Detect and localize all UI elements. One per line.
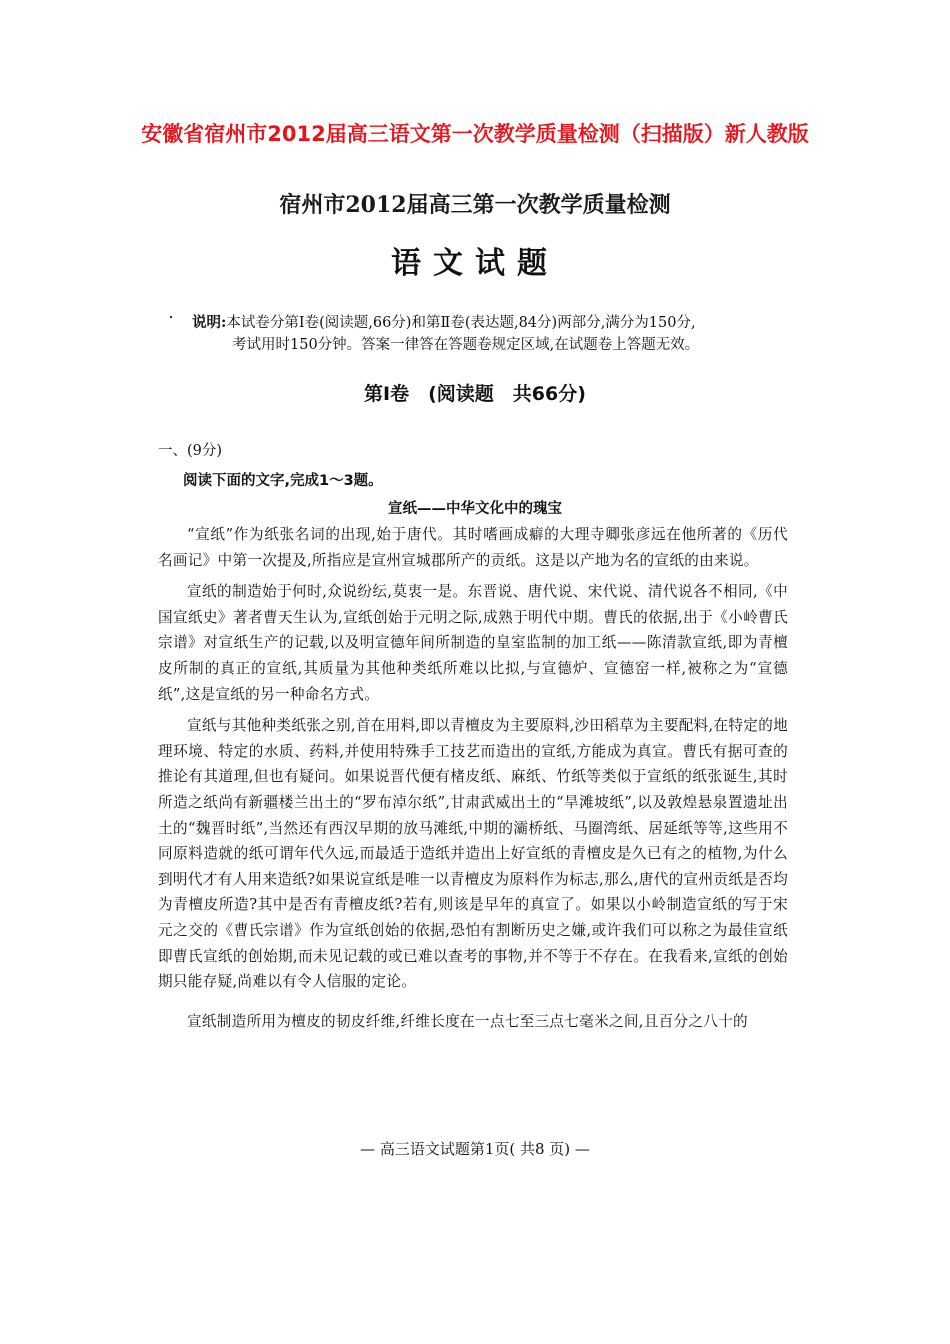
article-body	[158, 522, 788, 1040]
article-paragraph-1: “宣纸”作为纸张名词的出现,始于唐代。其时嗜画成癖的大理寺卿张彦远在他所著的《历代名画记》中第一次提及,所指应是宣州宣城郡所产的贡纸。这是以产地为名的宣纸的由来说。	[158, 526, 788, 569]
exam-notice	[192, 312, 792, 356]
notice-line-1: 本试卷分第Ⅰ卷(阅读题,66分)和第Ⅱ卷(表达题,84分)两部分,满分为150分,	[226, 315, 696, 331]
article-paragraph-3: 宣纸与其他种类纸张之别,首在用料,即以青檀皮为主要原料,沙田稻草为主要配料,在特定的地理环境、特定的水质、药料,并使用特殊手工技艺而造出的宣纸,方能成为真宣。曹氏有据可查的推论有其道理,但也有疑问。如果说晋代便有楮皮纸、麻纸、竹纸等类似于宣纸的纸张诞生,其时所造之纸尚有新疆楼兰出土的“罗布淖尔纸”,甘肃武威出土的“旱滩坡纸”,以及敦煌悬泉置遗址出土的“魏晋时纸”,当然还有西汉早期的放马滩纸,中期的灞桥纸、马圈湾纸、居延纸等等,这些用不同原料造就的纸可谓年代久远,而最适于造纸并造出上好宣纸的青檀皮是久已有之的植物,为什么到明代才有人用来造纸?如果说宣纸是唯一以青檀皮为原料作为标志,那么,唐代的宣州贡纸是否均为青檀皮所造?其中是否有青檀皮纸?若有,则该是早年的真宣了。如果以小岭制造宣纸的写于宋元之交的《曹氏宗谱》作为宣纸创始的依据,恐怕有割断历史之嫌,或许我们可以称之为最佳宣纸即曹氏宣纸的创始期,而未见记载的或已难以查考的事物,并不等于不存在。在我看来,宣纸的创始期只能存疑,尚难以有令人信服的定论。	[158, 717, 788, 991]
scan-speck	[170, 316, 172, 318]
article-paragraph-4: 宣纸制造所用为檀皮的韧皮纤维,纤维长度在一点七至三点七毫米之间,且百分之八十的	[187, 1012, 748, 1030]
exam-title: 宿州市2012届高三第一次教学质量检测	[279, 192, 671, 218]
page-footer: — 高三语文试题第1页( 共8 页) —	[360, 1140, 590, 1158]
question-number: 一、(9分)	[158, 443, 223, 459]
question-instruction: 阅读下面的文字,完成1～3题。	[183, 473, 383, 489]
article-paragraph-2: 宣纸的制造始于何时,众说纷纭,莫衷一是。东晋说、唐代说、宋代说、清代说各不相同,《中国宣纸史》著者曹天生认为,宣纸创始于元明之际,成熟于明代中期。曹氏的依据,出于《小岭曹氏宗谱》对宣纸生产的记载,以及明宣德年间所制造的皇室监制的加工纸——陈清款宣纸,即为青檀皮所制的真正的宣纸,其质量为其他种类纸所难以比拟,与宣德炉、宣德窑一样,被称之为“宣德纸”,这是宣纸的另一种命名方式。	[158, 583, 788, 703]
section-title: 第Ⅰ卷 (阅读题 共66分)	[364, 383, 586, 405]
document-title: 安徽省宿州市2012届高三语文第一次教学质量检测（扫描版）新人教版	[141, 122, 809, 146]
notice-line-2: 考试用时150分钟。答案一律答在答题卷规定区域,在试题卷上答题无效。	[232, 337, 700, 353]
article-title: 宣纸——中华文化中的瑰宝	[388, 501, 562, 517]
subject-title: 语文试题	[391, 246, 559, 281]
notice-label: 说明:	[192, 314, 227, 331]
